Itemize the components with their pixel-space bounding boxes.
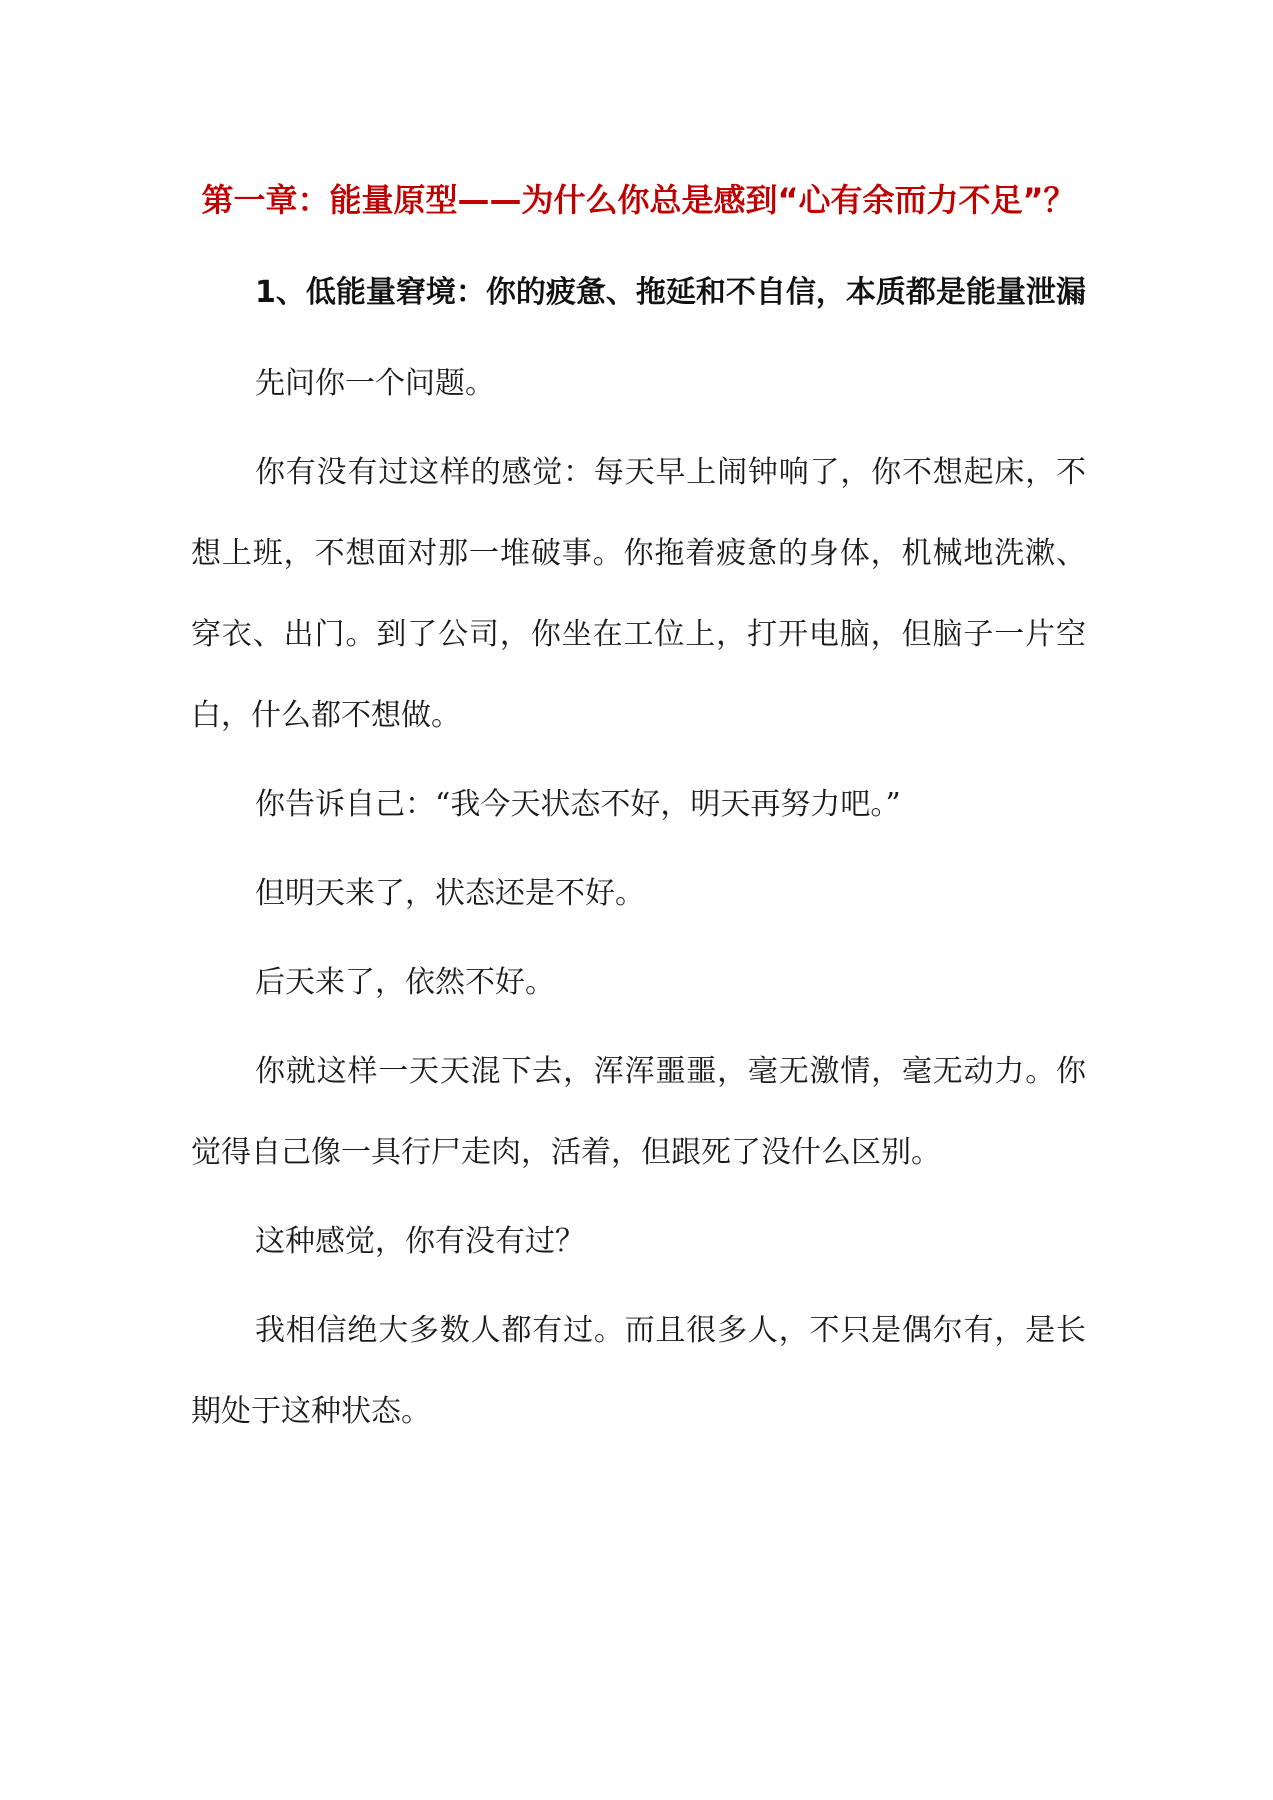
paragraph: 你有没有过这样的感觉：每天早上闹钟响了，你不想起床，不想上班，不想面对那一堆破事。你拖着疲惫的身体，机械地洗漱、穿衣、出门。到了公司，你坐在工位上，打开电脑，但脑子一片空白，什么都不想做。	[191, 455, 1086, 733]
paragraph: 你就这样一天天混下去，浑浑噩噩，毫无激情，毫无动力。你觉得自己像一具行尸走肉，活着，但跟死了没什么区别。	[191, 1054, 1086, 1170]
paragraph: 但明天来了，状态还是不好。	[255, 876, 645, 911]
chapter-title: 第一章：能量原型——为什么你总是感到“心有余而力不足”？	[201, 181, 1076, 219]
paragraph: 这种感觉，你有没有过？	[255, 1224, 585, 1259]
section-heading: 1、低能量窘境：你的疲惫、拖延和不自信，本质都是能量泄漏	[255, 275, 1086, 310]
paragraph: 先问你一个问题。	[255, 366, 495, 401]
paragraph: 我相信绝大多数人都有过。而且很多人，不只是偶尔有，是长期处于这种状态。	[191, 1313, 1086, 1429]
paragraph: 你告诉自己：“我今天状态不好，明天再努力吧。”	[255, 787, 901, 822]
paragraph: 后天来了，依然不好。	[255, 965, 555, 1000]
page-content	[191, 160, 1086, 1452]
